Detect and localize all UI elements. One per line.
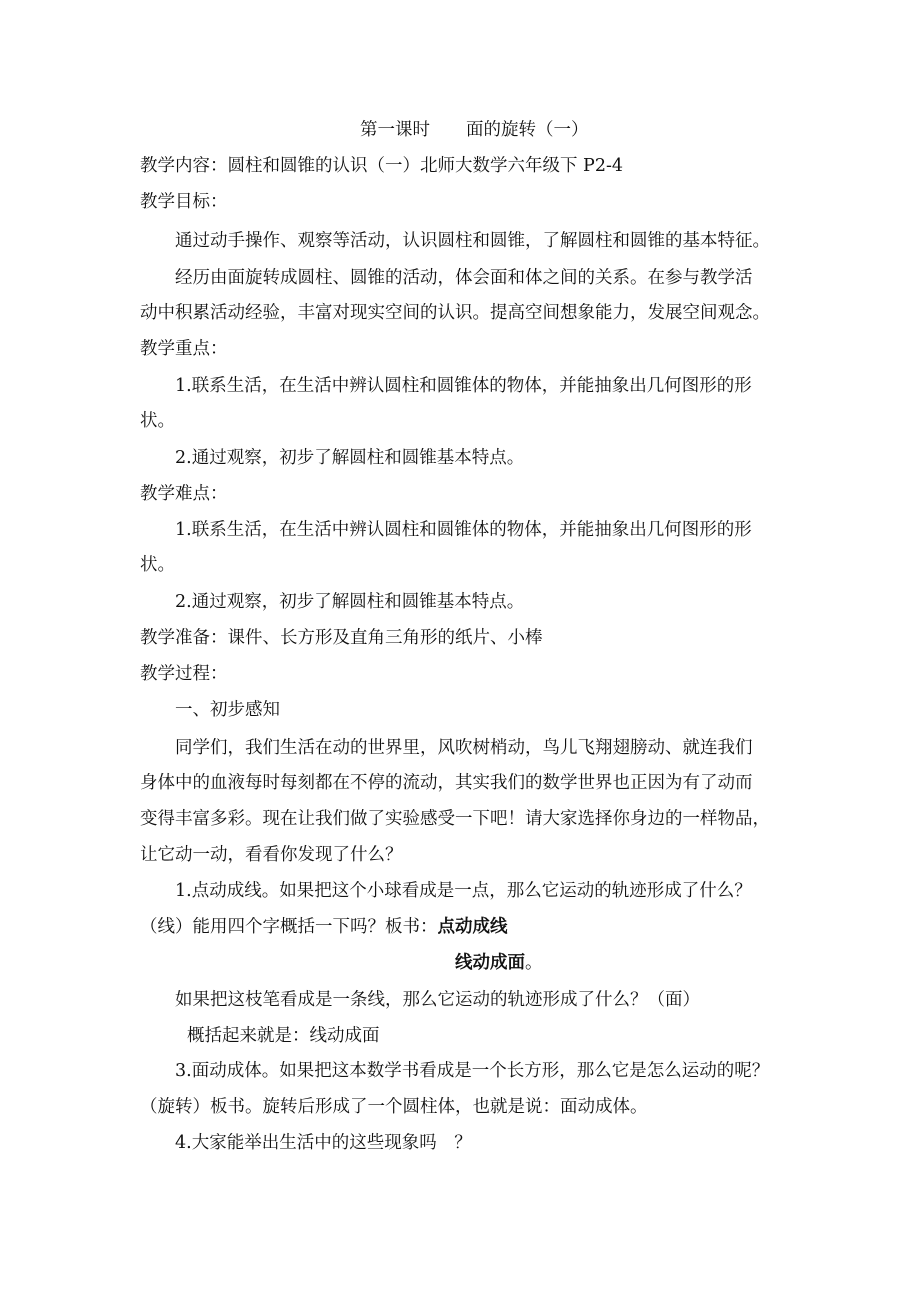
- intro-line-4: 让它动一动，看看你发现了什么？: [140, 845, 403, 865]
- step-4: 4.大家能举出生活中的这些现象吗 ？: [175, 1133, 472, 1153]
- difficulty-2: 2.通过观察，初步了解圆柱和圆锥基本特点。: [175, 592, 525, 612]
- key-point-1-line-1: 1.联系生活，在生活中辨认圆柱和圆锥体的物体，并能抽象出几何图形的形: [175, 376, 752, 396]
- step-2-line-2: 概括起来就是：线动成面: [187, 1026, 380, 1046]
- board-note-line-to-surface: [455, 951, 543, 975]
- teaching-content: 教学内容：圆柱和圆锥的认识（一）北师大数学六年级下 P2-4: [140, 156, 624, 176]
- step-3-line-2: （旋转）板书。旋转后形成了一个圆柱体，也就是说：面动成体。: [140, 1097, 648, 1117]
- key-point-1-line-2: 状。: [140, 411, 175, 431]
- goals-paragraph-1: 通过动手操作、观察等活动，认识圆柱和圆锥，了解圆柱和圆锥的基本特征。: [175, 231, 770, 251]
- step-1-text: （线）能用四个字概括一下吗？板书：: [140, 917, 438, 937]
- intro-line-2: 身体中的血液每时每刻都在不停的流动，其实我们的数学世界也正因为有了动而: [140, 773, 753, 793]
- step-1-line-1: 1.点动成线。如果把这个小球看成是一点，那么它运动的轨迹形成了什么？: [175, 881, 752, 901]
- section-heading-1: 一、初步感知: [175, 700, 280, 720]
- step-3-line-1: 3.面动成体。如果把这本数学书看成是一个长方形，那么它是怎么运动的呢？: [175, 1061, 770, 1081]
- lesson-topic: 面的旋转（一）: [466, 120, 589, 140]
- step-1-line-2: [140, 915, 508, 939]
- difficulties-heading: 教学难点：: [140, 484, 228, 504]
- goals-paragraph-2-line-1: 经历由面旋转成圆柱、圆锥的活动，体会面和体之间的关系。在参与教学活: [175, 268, 753, 288]
- board-note-point-to-line: 点动成线: [437, 917, 508, 937]
- key-point-2: 2.通过观察，初步了解圆柱和圆锥基本特点。: [175, 448, 525, 468]
- difficulty-1-line-1: 1.联系生活，在生活中辨认圆柱和圆锥体的物体，并能抽象出几何图形的形: [175, 520, 752, 540]
- difficulty-1-line-2: 状。: [140, 555, 175, 575]
- intro-line-1: 同学们，我们生活在动的世界里，风吹树梢动，鸟儿飞翔翅膀动、就连我们: [175, 738, 753, 758]
- goals-paragraph-2-line-2: 动中积累活动经验，丰富对现实空间的认识。提高空间想象能力，发展空间观念。: [140, 303, 770, 323]
- goals-heading: 教学目标：: [140, 192, 228, 212]
- teaching-prep: 教学准备：课件、长方形及直角三角形的纸片、小棒: [140, 628, 543, 648]
- key-points-heading: 教学重点：: [140, 339, 228, 359]
- step-2-line-1: 如果把这枝笔看成是一条线，那么它运动的轨迹形成了什么？（面）: [175, 990, 700, 1010]
- lesson-number: 第一课时: [360, 120, 430, 140]
- lesson-title: [360, 118, 589, 142]
- process-heading: 教学过程：: [140, 664, 228, 684]
- board-note-period: 。: [525, 953, 543, 973]
- intro-line-3: 变得丰富多彩。现在让我们做了实验感受一下吧！请大家选择你身边的一样物品，: [140, 809, 770, 829]
- board-note-bold: 线动成面: [455, 953, 525, 973]
